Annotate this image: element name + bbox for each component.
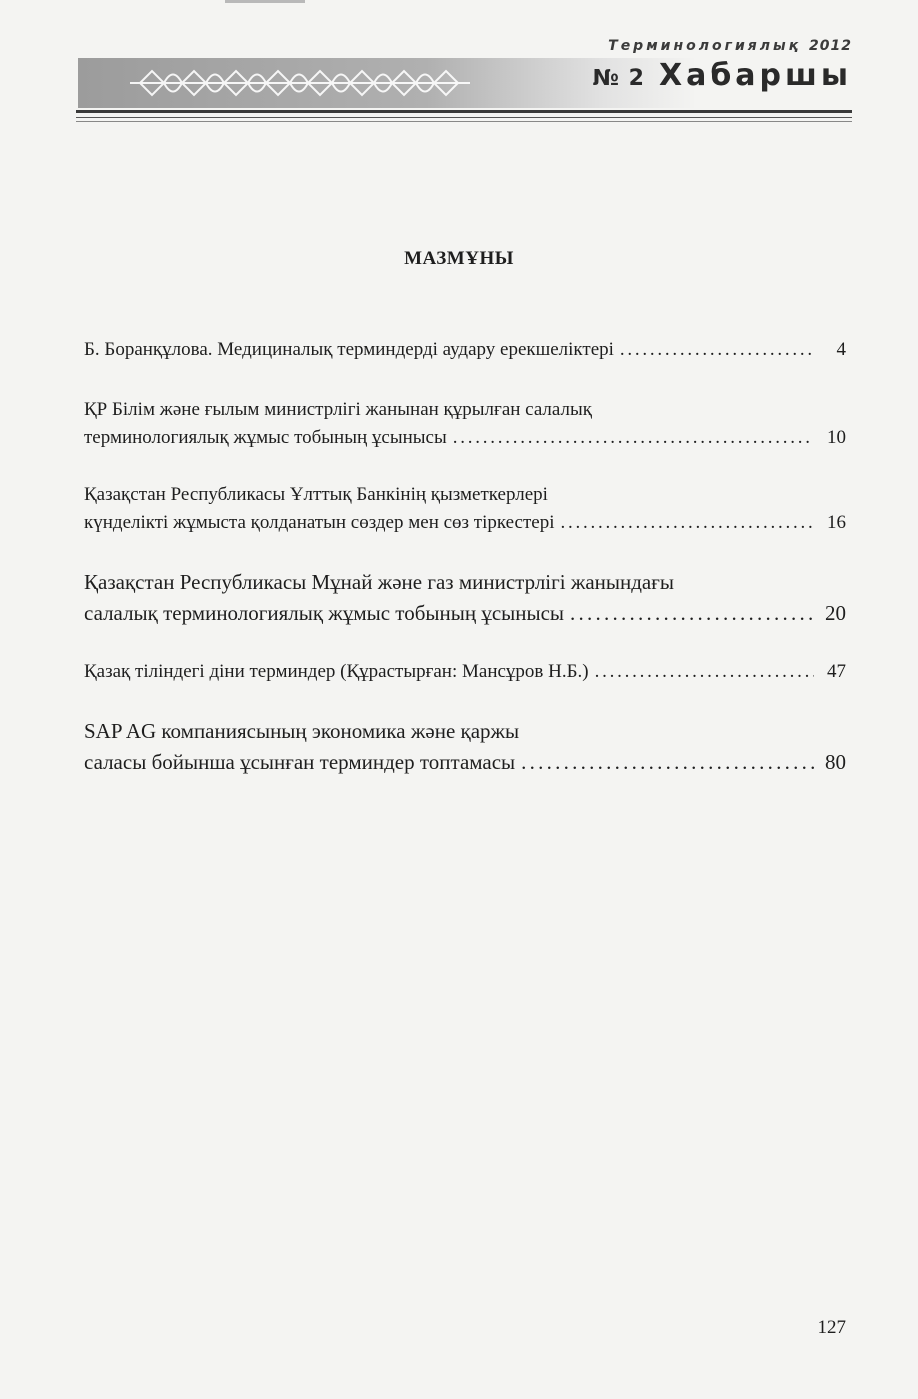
- page-number: 127: [817, 1317, 846, 1338]
- toc-entry-text: терминологиялық жұмыс тобының ұсынысы: [84, 427, 447, 448]
- toc-entry[interactable]: [84, 716, 846, 778]
- toc-entry[interactable]: [84, 336, 846, 364]
- toc-entry-text: Б. Боранқұлова. Медициналық терминдерді аудару ерекшеліктері: [84, 339, 614, 360]
- ornament-pattern-icon: [130, 62, 470, 104]
- leader-dots: [570, 598, 814, 629]
- issue-number: № 2: [592, 66, 645, 91]
- leader-dots: [620, 336, 814, 364]
- toc-title: МАЗМҰНЫ: [404, 248, 514, 269]
- header-rule-thin: [76, 117, 852, 118]
- toc-entry-page: 4: [836, 339, 846, 360]
- toc-entry-text: күнделікті жұмыста қолданатын сөздер мен сөз тіркестері: [84, 512, 555, 533]
- toc-entry-page: 10: [827, 427, 846, 448]
- toc-entry-text: Қазақстан Республикасы Ұлттық Банкінің қызметкерлері: [84, 484, 548, 505]
- toc-entry-page: 16: [827, 512, 846, 533]
- toc-entry-text: Қазақ тіліндегі діни терминдер (Құрастырған: Мансұров Н.Б.): [84, 661, 589, 682]
- toc-entry-page: 20: [825, 601, 846, 625]
- toc-entry[interactable]: [84, 567, 846, 629]
- header-rule-thin: [76, 121, 852, 122]
- scan-mark: [225, 0, 305, 3]
- series-name: Хабаршы: [658, 58, 852, 93]
- leader-dots: [595, 658, 814, 686]
- journal-name: Терминологиялық: [608, 38, 802, 54]
- leader-dots: [521, 747, 814, 778]
- toc-entry-text: ҚР Білім және ғылым министрлігі жанынан құрылған салалық: [84, 399, 592, 420]
- toc-entry[interactable]: [84, 481, 846, 537]
- journal-running-title: [608, 38, 852, 54]
- issue-heading: [593, 58, 852, 93]
- toc-entry-page: 47: [827, 661, 846, 682]
- toc-entry-text: саласы бойынша ұсынған терминдер топтамасы: [84, 750, 516, 774]
- toc-entry-page: 80: [825, 750, 846, 774]
- toc-entry-text: SAP AG компаниясының экономика және қаржы: [84, 719, 520, 743]
- journal-year: 2012: [809, 38, 852, 54]
- header-rule: [76, 110, 852, 113]
- toc-entry-text: салалық терминологиялық жұмыс тобының ұсынысы: [84, 601, 565, 625]
- toc-entry-text: Қазақстан Республикасы Мұнай және газ министрлігі жанындағы: [84, 570, 674, 594]
- leader-dots: [561, 509, 814, 537]
- toc-entry[interactable]: [84, 658, 846, 686]
- toc-entry[interactable]: [84, 396, 846, 452]
- leader-dots: [453, 424, 814, 452]
